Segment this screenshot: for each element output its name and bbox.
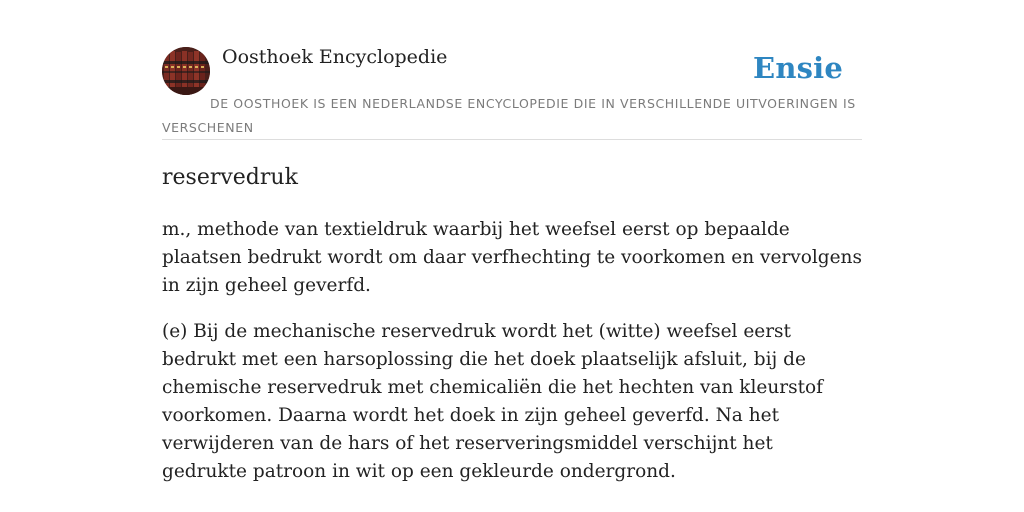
source-avatar[interactable] (162, 47, 210, 95)
source-header (162, 40, 862, 140)
article-paragraph: m., methode van textieldruk waarbij het weefsel eerst op bepaalde plaatsen bedrukt wordt om daar verfhechting te voorkomen en vervolgens in zijn geheel geverfd. (162, 219, 862, 296)
ensie-logo[interactable]: Ensie (753, 51, 843, 85)
encyclopedia-books-icon (162, 47, 210, 95)
article (162, 160, 862, 486)
source-description: DE OOSTHOEK IS EEN NEDERLANDSE ENCYCLOPEDIE DIE IN VERSCHILLENDE UITVOERINGEN IS VERSCHENEN (162, 96, 856, 135)
article-paragraph: (e) Bij de mechanische reservedruk wordt het (witte) weefsel eerst bedrukt met een harsoplossing die het doek plaatselijk afsluit, bij de chemische reservedruk met chemicaliën die het hechten van kleurstof voorkomen. Daarna wordt het doek in zijn geheel geverfd. Na het verwijderen van de hars of het reserveringsmiddel verschijnt het gedrukte patroon in wit op een gekleurde ondergrond. (162, 321, 824, 482)
article-title: reservedruk (162, 165, 298, 190)
source-title[interactable]: Oosthoek Encyclopedie (222, 46, 448, 68)
